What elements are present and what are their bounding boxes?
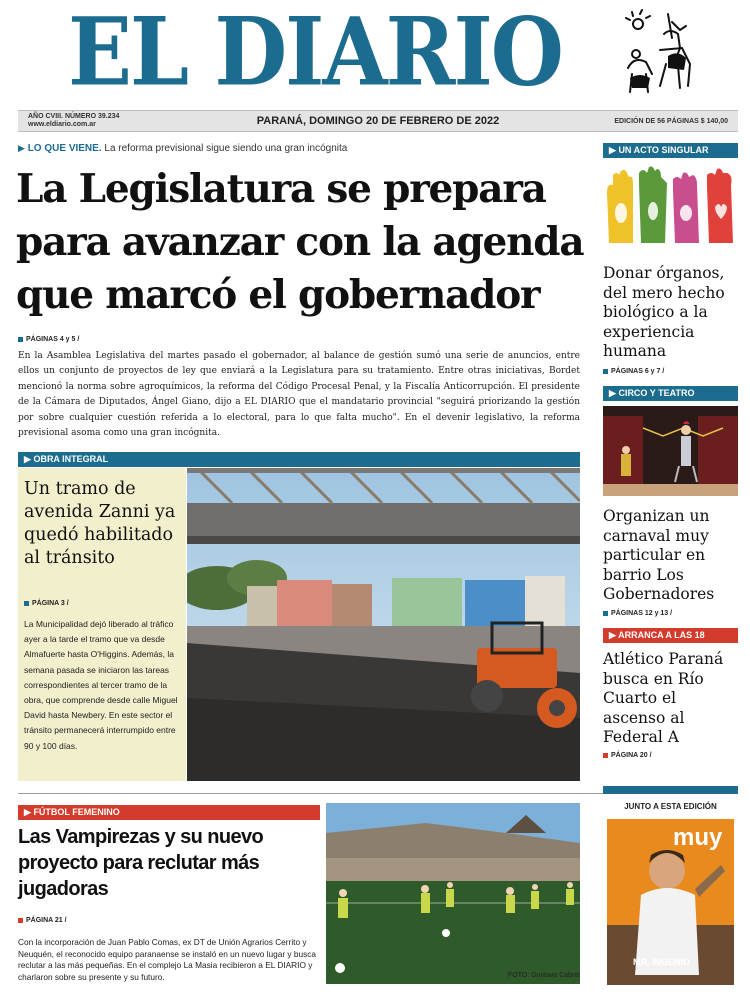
lead-headline-line: para avanzar con la agenda (16, 219, 584, 265)
obra-page-ref (24, 600, 69, 607)
acto-page-ref (603, 368, 664, 375)
obra-headline[interactable]: Un tramo de avenida Zanni ya quedó habilitado al tránsito (24, 479, 176, 568)
square-icon (603, 369, 608, 374)
square-icon (603, 611, 608, 616)
publication-date: PARANÁ, DOMINGO 20 DE FEBRERO DE 2022 (256, 115, 500, 127)
lead-kicker (18, 143, 347, 154)
circus-stage-photo[interactable] (603, 406, 738, 496)
section-label: UN ACTO SINGULAR (618, 145, 709, 155)
square-icon (18, 337, 23, 342)
futbol-pages: PÁGINA 21 / (26, 917, 67, 924)
section-un-acto-singular (603, 143, 738, 158)
masthead (0, 0, 750, 108)
atletico-page-ref (603, 752, 652, 759)
newspaper-logo[interactable]: EL DIARIO (68, 0, 562, 107)
arrow-icon: ▶ (18, 143, 25, 153)
section-label: FÚTBOL FEMENINO (33, 807, 120, 817)
muy-magazine-cover[interactable] (603, 815, 738, 987)
arrow-icon: ▶ (609, 145, 616, 155)
section-label: ARRANCA A LAS 18 (618, 630, 705, 640)
photo-credit: FOTO: Gustavo Cabral (508, 972, 580, 979)
lead-headline[interactable] (16, 163, 596, 322)
circo-page-ref (603, 610, 672, 617)
road-works-photo[interactable] (187, 468, 580, 781)
organ-donation-hands-image[interactable] (603, 163, 738, 253)
dateline-bar (18, 110, 738, 132)
acto-headline[interactable]: Donar órganos, del mero hecho biológico a la experiencia humana (603, 264, 725, 360)
section-circo-y-teatro (603, 386, 738, 401)
magazine-cover-line: MR. INGENIO (633, 957, 691, 967)
square-icon (24, 601, 29, 606)
insert-top-bar (603, 786, 738, 794)
lead-headline-line: que marcó el gobernador (16, 272, 540, 318)
arrow-icon: ▶ (609, 630, 616, 640)
futbol-headline[interactable]: Las Vampirezas y su nuevo proyecto para reclutar más jugadoras (18, 826, 264, 900)
section-arranca-a-las-18 (603, 628, 738, 643)
circo-headline[interactable]: Organizan un carnaval muy particular en barrio Los Gobernadores (603, 507, 715, 603)
don-quijote-logo-icon (620, 8, 700, 100)
section-label: CIRCO Y TEATRO (618, 388, 695, 398)
circo-pages: PÁGINAS 12 y 13 / (611, 610, 673, 617)
lead-pages: PÁGINAS 4 y 5 / (26, 336, 80, 343)
acto-pages: PÁGINAS 6 y 7 / (611, 368, 665, 375)
section-label: OBRA INTEGRAL (33, 454, 109, 464)
kicker-text: La reforma previsional sigue siendo una gran incógnita (104, 143, 348, 154)
section-obra-integral (18, 452, 580, 467)
obra-body: La Municipalidad dejó liberado al tráfico ayer a la tarde el tramo que va desde Almafuerte hasta O'Higgins. Además, la semana pasada se iniciaron las tareas correspondientes al tercer tramo de la obra, que comprende desde calle Miguel David hasta Newbery. En este sector el tránsito permanecerá interrumpido entre 90 y 100 días. (24, 619, 178, 751)
square-icon (603, 753, 608, 758)
magazine-title: muy (673, 824, 723, 851)
section-futbol-femenino (18, 805, 320, 820)
edition-info: EDICIÓN DE 56 PÁGINAS $ 140,00 (614, 118, 728, 125)
futbol-page-ref (18, 917, 67, 924)
website-link[interactable]: www.eldiario.com.ar (28, 121, 96, 128)
square-icon (18, 918, 23, 923)
atletico-pages: PÁGINA 20 / (611, 752, 652, 759)
lead-page-ref (18, 336, 79, 343)
futbol-body: Con la incorporación de Juan Pablo Comas, ex DT de Unión Agrarios Cerrito y Neuquén, el reconocido equipo paranaense se instaló en un nuevo lugar y busca reclutar a las más pequeñas. En el complejo La Masia recibieron a EL DIARIO y charlaron sobre su presente y su futuro. (18, 937, 316, 982)
atletico-headline[interactable]: Atlético Paraná busca en Río Cuarto el ascenso al Federal A (603, 650, 724, 746)
lead-headline-line: La Legislatura se prepara (16, 166, 546, 212)
lead-body: En la Asamblea Legislativa del martes pasado el gobernador, al balance de gestión sumó una serie de anuncios, entre ellos un conjunto de proyectos de ley que enviará a la Legislatura para su tratamiento. Entre otras iniciativas, Bordet mencionó la norma sobre agroquímicos, la reforma del Código Procesal Penal, y la Fiscalía Anticorrupción. El presidente de la Cámara de Diputados, Ángel Giano, dijo a EL DIARIO que el mandatario provincial "seguirá priorizando la gestión por sobre cualquier cuestión referida a lo electoral, para lo que falta mucho". En el devenir legislativo, la reforma previsional asoma como una gran incógnita. (18, 351, 580, 439)
arrow-icon: ▶ (609, 388, 616, 398)
arrow-icon: ▶ (24, 454, 31, 464)
football-training-photo[interactable] (326, 803, 580, 984)
kicker-label: LO QUE VIENE. (27, 143, 102, 154)
arrow-icon: ▶ (24, 807, 31, 817)
issue-number: AÑO CVIII. NÚMERO 39.234 (28, 113, 120, 120)
insert-label: JUNTO A ESTA EDICIÓN (624, 802, 717, 811)
obra-pages: PÁGINA 3 / (32, 600, 69, 607)
